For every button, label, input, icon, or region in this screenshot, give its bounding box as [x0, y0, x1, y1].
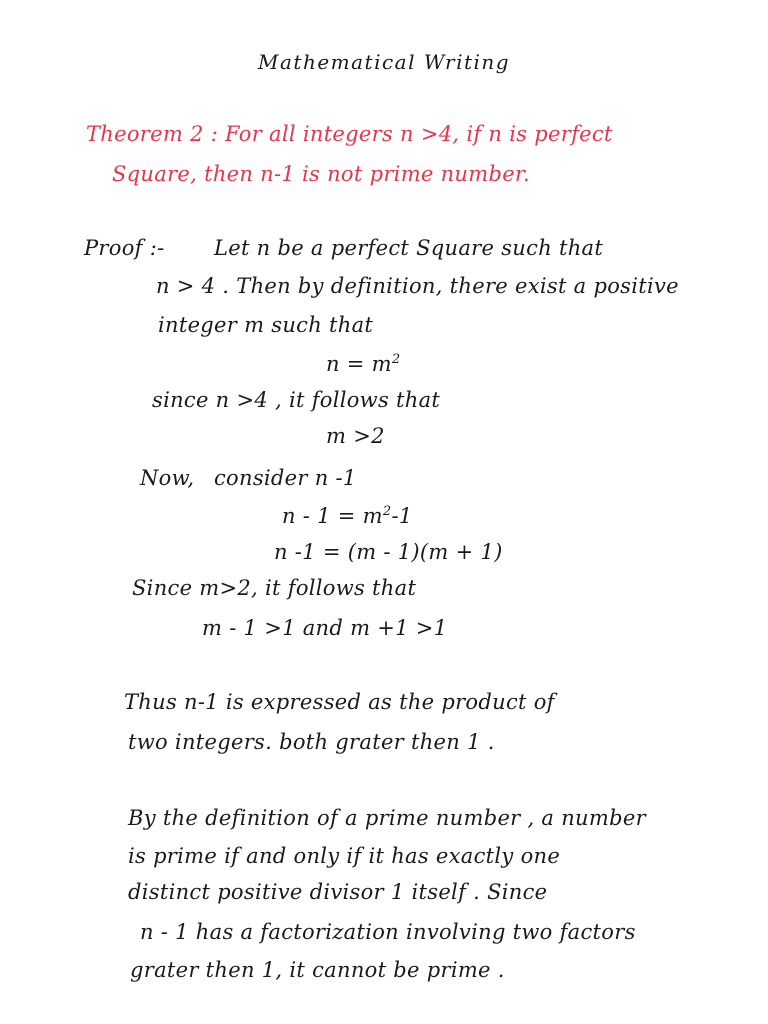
equation-1-exponent: 2	[391, 352, 401, 367]
equation-n-minus-1	[282, 504, 413, 528]
proof-line-5: Since m>2, it follows that	[132, 576, 417, 600]
equation-3-rhs: -1	[391, 504, 413, 528]
paragraph-2-line-2: is prime if and only if it has exactly one	[128, 844, 561, 868]
proof-line-3: integer m such that	[158, 313, 374, 337]
equation-3-exponent: 2	[382, 504, 392, 519]
proof-line-4: since n >4 , it follows that	[152, 388, 441, 412]
paragraph-2-line-3: distinct positive divisor 1 itself . Since	[128, 880, 548, 904]
theorem-line-2: Square, then n-1 is not prime number.	[112, 162, 530, 186]
proof-line-2: n > 4 . Then by definition, there exist a positive	[156, 274, 679, 298]
proof-label: Proof :-	[84, 236, 165, 260]
inequalities: m - 1 >1 and m +1 >1	[202, 616, 448, 640]
now-label: Now,	[140, 466, 195, 490]
theorem-line-1: Theorem 2 : For all integers n >4, if n is perfect	[86, 122, 613, 146]
paragraph-1-line-1: Thus n-1 is expressed as the product of	[124, 690, 555, 714]
paragraph-2-line-5: grater then 1, it cannot be prime .	[130, 958, 505, 982]
paragraph-2-line-4: n - 1 has a factorization involving two factors	[140, 920, 636, 944]
equation-3-lhs: n - 1 = m	[282, 504, 383, 528]
equation-factorization: n -1 = (m - 1)(m + 1)	[274, 540, 503, 564]
equation-1-lhs: n = m	[326, 352, 392, 376]
page-title: Mathematical Writing	[258, 50, 511, 74]
now-text: consider n -1	[214, 466, 357, 490]
equation-m-greater-2: m >2	[326, 424, 385, 448]
paragraph-2-line-1: By the definition of a prime number , a number	[128, 806, 646, 830]
equation-n-equals-m-squared	[326, 352, 400, 376]
proof-line-1: Let n be a perfect Square such that	[214, 236, 604, 260]
paragraph-1-line-2: two integers. both grater then 1 .	[128, 730, 495, 754]
